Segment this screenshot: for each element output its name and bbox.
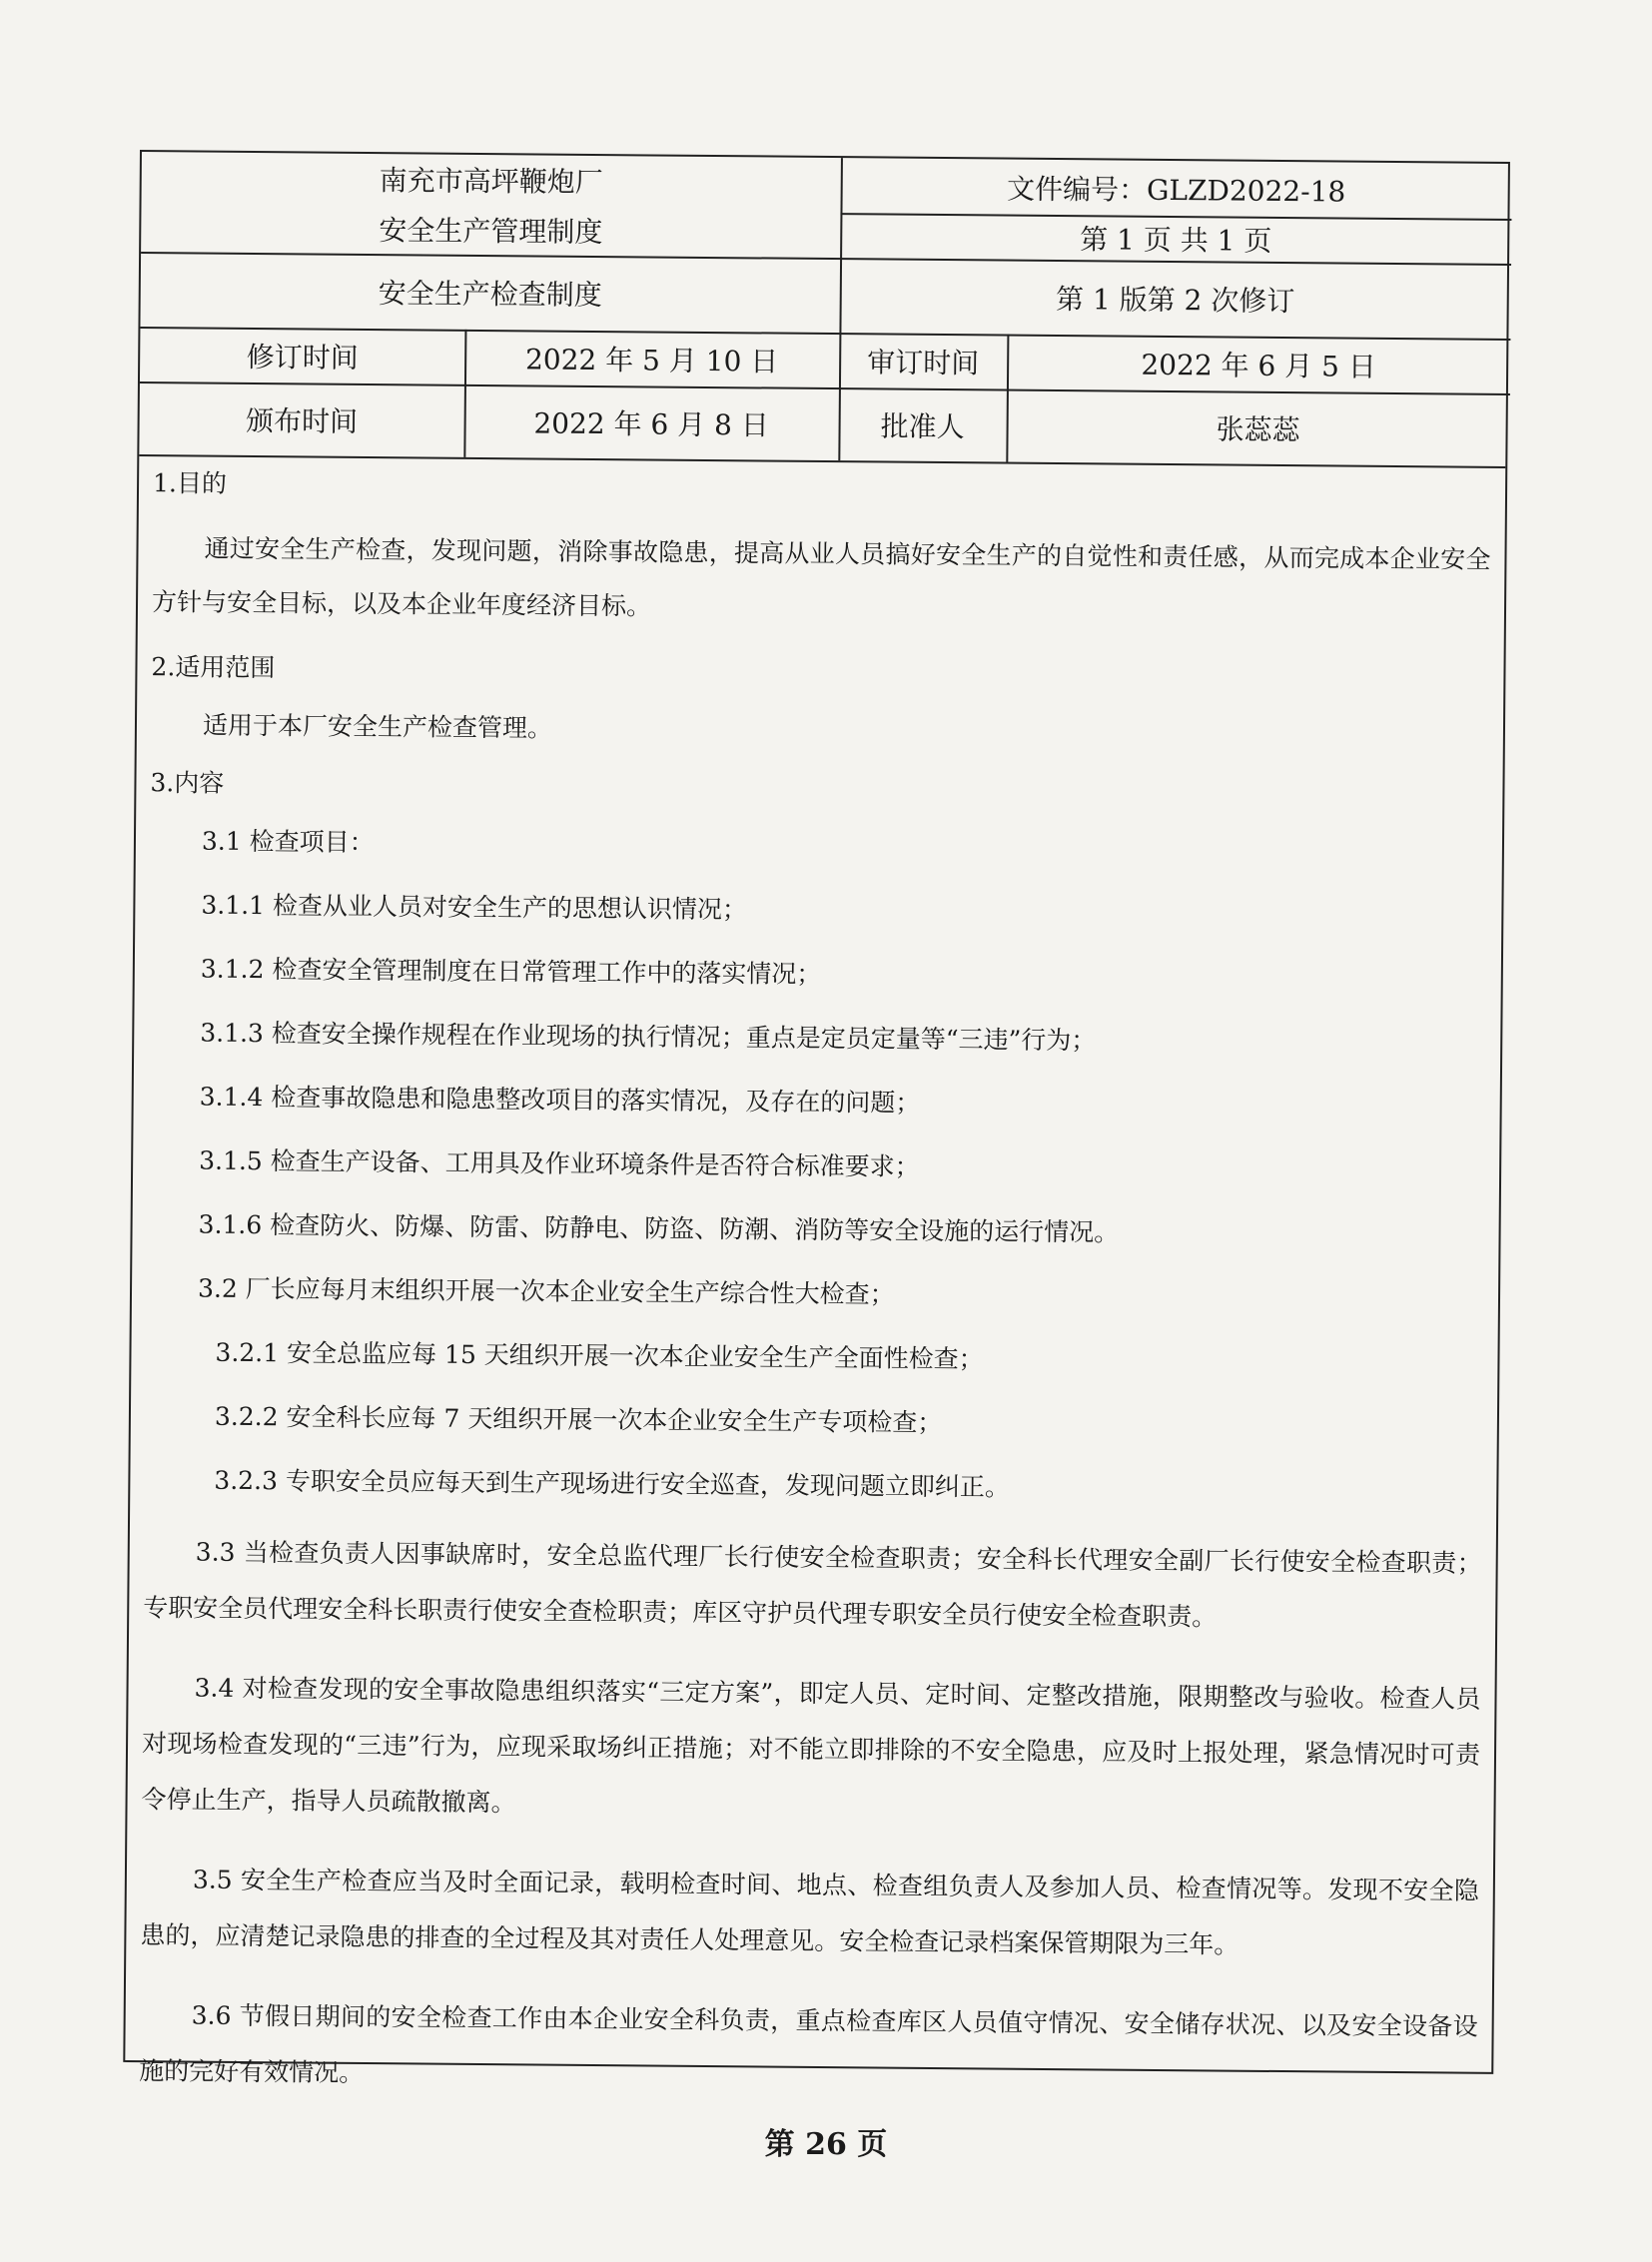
list-item: 3.1.6 检查防火、防爆、防雷、防静电、防盗、防潮、消防等安全设施的运行情况。 (198, 1209, 1120, 1247)
paragraph: 3.6 节假日期间的安全检查工作由本企业安全科负责，重点检查库区人员值守情况、安全储存状况、以及安全设备设施的完好有效情况。 (139, 2000, 1478, 2088)
document-form (123, 150, 1510, 2088)
paragraph: 3.4 对检查发现的安全事故隐患组织落实“三定方案”，即定人员、定时间、定整改措施，限期整改与验收。检查人员对现场检查发现的“三违”行为，应现采取场纠正措施；对不能立即排除的不安全隐患，应及时上报处理，紧急情况时可责令停止生产，指导人员疏散撤离。 (141, 1673, 1481, 1818)
page-number: 第 26 页 (764, 2127, 888, 2162)
paragraph: 通过安全生产检查，发现问题，消除事故隐患，提高从业人员搞好安全生产的自觉性和责任感，从而完成本企业安全方针与安全目标，以及本企业年度经济目标。 (151, 533, 1491, 621)
review-time-value: 2022 年 6 月 5 日 (1141, 348, 1376, 383)
list-item: 3.2.2 安全科长应每 7 天组织开展一次本企业安全生产专项检查； (214, 1401, 943, 1438)
approver-name: 张蕊蕊 (1216, 411, 1300, 446)
document-title: 安全生产检查制度 (378, 276, 602, 312)
list-item: 3.1.3 检查安全操作规程在作业现场的执行情况；重点是定员定量等“三违”行为； (200, 1018, 1097, 1056)
section-heading: 3.内容 (150, 768, 225, 798)
list-item: 3.1.5 检查生产设备、工用具及作业环境条件是否符合标准要求； (199, 1145, 920, 1181)
revise-time-value: 2022 年 5 月 10 日 (524, 342, 779, 378)
version-info: 第 1 版第 2 次修订 (1055, 282, 1295, 318)
list-item: 3.1.2 检查安全管理制度在日常管理工作中的落实情况； (200, 954, 822, 989)
approver-label: 批准人 (880, 408, 965, 443)
issue-time-label: 颁布时间 (245, 403, 359, 438)
form-header-table (139, 152, 1508, 468)
doc-number: 文件编号：GLZD2022-18 (1006, 172, 1346, 209)
company-name: 南充市高坪鞭炮厂 (379, 164, 603, 200)
paragraph: 3.3 当检查负责人因事缺席时，安全总监代理厂长行使安全检查职责；安全科长代理安全副厂长行使安全检查职责；专职安全员代理安全科长职责行使安全查检职责；库区守护员代理专职安全员行使安全检查职责。 (143, 1537, 1482, 1632)
system-name: 安全生产管理制度 (379, 214, 603, 250)
list-item: 3.1.4 检查事故隐患和隐患整改项目的落实情况，及存在的问题； (199, 1082, 921, 1118)
list-item: 3.1 检查项目： (201, 826, 375, 858)
issue-time-value: 2022 年 6 月 8 日 (533, 405, 769, 442)
paragraph: 适用于本厂安全生产检查管理。 (202, 710, 553, 743)
page-info: 第 1 页 共 1 页 (1080, 222, 1272, 258)
document-body (139, 463, 1491, 2135)
list-item: 3.2.3 专职安全员应每天到生产现场进行安全巡查，发现问题立即纠正。 (214, 1465, 1011, 1502)
review-time-label: 审订时间 (867, 345, 980, 379)
paragraph: 3.5 安全生产检查应当及时全面记录，载明检查时间、地点、检查组负责人及参加人员、检查情况等。发现不安全隐患的，应清楚记录隐患的排查的全过程及其对责任人处理意见。安全检查记录档案保管期限为三年。 (140, 1865, 1479, 1959)
section-heading: 2.适用范围 (151, 652, 276, 683)
list-item: 3.2 厂长应每月末组织开展一次本企业安全生产综合性大检查； (197, 1273, 895, 1309)
list-item: 3.2.1 安全总监应每 15 天组织开展一次本企业安全生产全面性检查； (215, 1337, 984, 1374)
revise-time-label: 修订时间 (246, 340, 359, 375)
list-item: 3.1.1 检查从业人员对安全生产的思想认识情况； (201, 890, 748, 925)
section-heading: 1.目的 (152, 468, 228, 498)
